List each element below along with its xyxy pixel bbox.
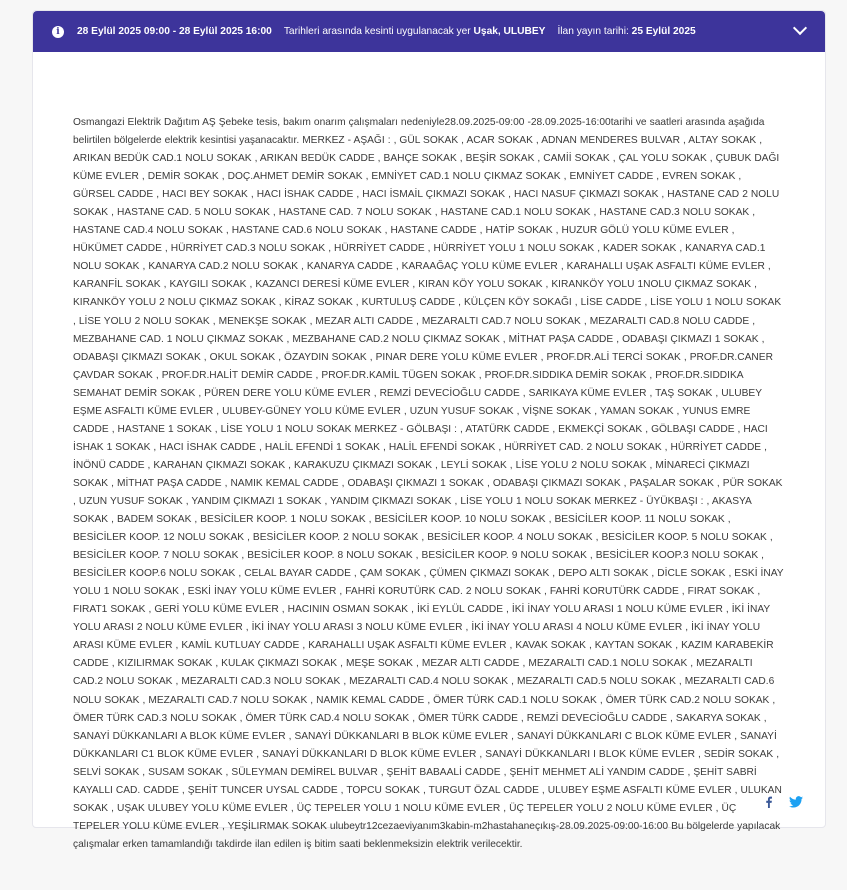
notice-body bbox=[33, 52, 825, 850]
notice-content: Osmangazi Elektrik Dağıtım AŞ Şebeke tesis, bakım onarım çalışmaları nedeniyle28.09.2025-09:00 -28.09.2025-16:00tarihi ve saatleri arasında aşağıda belirtilen bölgelerde elektrik kesintisi yaşanacaktır. MERKEZ - AŞAĞI : , GÜL SOKAK , ACAR SOKAK , ADNAN MENDERES BULVAR , ALTAY SOKAK , ARIKAN BEDÜK CAD.1 NOLU SOKAK , ARIKAN BEDÜK CADDE , BAHÇE SOKAK , BEŞİR SOKAK , CAMİİ SOKAK , ÇAL YOLU SOKAK , ÇUBUK DAĞI KÜME EVLER , DEMİR SOKAK , DOÇ.AHMET DEMİR SOKAK , EMNİYET CAD.1 NOLU ÇIKMAZ SOKAK , EMNİYET CADDE , EVREN SOKAK , GÜRSEL CADDE , HACI BEY SOKAK , HACI İSHAK CADDE , HACI İSMAİL ÇIKMAZI SOKAK , HACI NASUF ÇIKMAZI SOKAK , HASTANE CAD 2 NOLU SOKAK , HASTANE CAD. 5 NOLU SOKAK , HASTANE CAD. 7 NOLU SOKAK , HASTANE CAD.1 NOLU SOKAK , HASTANE CAD.3 NOLU SOKAK , HASTANE CAD.4 NOLU SOKAK , HASTANE CAD.6 NOLU SOKAK , HASTANE CADDE , HATİP SOKAK , HUZUR GÖLÜ YOLU KÜME EVLER , HÜKÜMET CADDE , HÜRRİYET CAD.3 NOLU SOKAK , HÜRRİYET CADDE , HÜRRİYET YOLU 1 NOLU SOKAK , KADER SOKAK , KANARYA CAD.1 NOLU SOKAK , KANARYA CAD.2 NOLU SOKAK , KANARYA CADDE , KARAAĞAÇ YOLU KÜME EVLER , KARAHALLI UŞAK ASFALTI KÜME EVLER , KARANFİL SOKAK , KAYGILI SOKAK , KAZANCI DERESİ KÜME EVLER , KIRAN KÖY YOLU SOKAK , KIRANKÖY YOLU 1NOLU ÇIKMAZ SOKAK , KIRANKÖY YOLU 2 NOLU ÇIKMAZ SOKAK , KİRAZ SOKAK , KURTULUŞ CADDE , KÜLÇEN KÖY SOKAĞI , LİSE CADDE , LİSE YOLU 1 NOLU SOKAK , LİSE YOLU 2 NOLU SOKAK , MENEKŞE SOKAK , MEZAR ALTI CADDE , MEZARALTI CAD.7 NOLU SOKAK , MEZARALTI CAD.8 NOLU CADDE , MEZBAHANE CAD. 1 NOLU ÇIKMAZ SOKAK , MEZBAHANE CAD.2 NOLU ÇIKMAZ SOKAK , MİTHAT PAŞA CADDE , ODABAŞI ÇIKMAZI 1 SOKAK , ODABAŞI ÇIKMAZI SOKAK , OKUL SOKAK , ÖZAYDIN SOKAK , PINAR DERE YOLU KÜME EVLER , PROF.DR.ALİ TERCİ SOKAK , PROF.DR.CANER ÇAVDAR SOKAK , PROF.DR.HALİT DEMİR CADDE , PROF.DR.KAMİL TÜGEN SOKAK , PROF.DR.SIDDIKA DEMİR SOKAK , PROF.DR.SIDDIKA SEMAHAT DEMİR SOKAK , PÜREN DERE YOLU KÜME EVLER , REMZİ DEVECİOĞLU CADDE , SARIKAYA KÜME EVLER , TAŞ SOKAK , ULUBEY EŞME ASFALTI KÜME EVLER , ULUBEY-GÜNEY YOLU KÜME EVLER , UZUN YUSUF SOKAK , VİŞNE SOKAK , YAMAN SOKAK , YUNUS EMRE CADDE , HASTANE 1 SOKAK , LİSE YOLU 1 NOLU SOKAK MERKEZ - GÖLBAŞI : , ATATÜRK CADDE , EKMEKÇİ SOKAK , GÖLBAŞI CADDE , HACI İSHAK 1 SOKAK , HACI İSHAK CADDE , HALİL EFENDİ 1 SOKAK , HALİL EFENDİ SOKAK , HÜRRİYET CAD. 2 NOLU SOKAK , HÜRRİYET CADDE , İNÖNÜ CADDE , KARAHAN ÇIKMAZI SOKAK , KARAKUZU ÇIKMAZI SOKAK , LEYLİ SOKAK , LİSE YOLU 2 NOLU SOKAK , MİNARECİ ÇIKMAZI SOKAK , MİTHAT PAŞA CADDE , NAMIK KEMAL CADDE , ODABAŞI ÇIKMAZI 1 SOKAK , ODABAŞI ÇIKMAZI SOKAK , PAŞALAR SOKAK , PÜR SOKAK , UZUN YUSUF SOKAK , YANDIM ÇIKMAZI 1 SOKAK , YANDIM ÇIKMAZI SOKAK , LİSE YOLU 1 NOLU SOKAK MERKEZ - ÜYÜKBAŞI : , AKASYA SOKAK , BADEM SOKAK , BESİCİLER KOOP. 1 NOLU SOKAK , BESİCİLER KOOP. 10 NOLU SOKAK , BESİCİLER KOOP. 11 NOLU SOKAK , BESİCİLER KOOP. 12 NOLU SOKAK , BESİCİLER KOOP. 2 NOLU SOKAK , BESİCİLER KOOP. 4 NOLU SOKAK , BESİCİLER KOOP. 5 NOLU SOKAK , BESİCİLER KOOP. 7 NOLU SOKAK , BESİCİLER KOOP. 8 NOLU SOKAK , BESİCİLER KOOP. 9 NOLU SOKAK , BESİCİLER KOOP.3 NOLU SOKAK , BESİCİLER KOOP.6 NOLU SOKAK , CELAL BAYAR CADDE , ÇAM SOKAK , ÇÜMEN ÇIKMAZI SOKAK , DEPO ALTI SOKAK , DİCLE SOKAK , ESKİ İNAY YOLU 1 NOLU SOKAK , ESKİ İNAY YOLU KÜME EVLER , FAHRİ KORUTÜRK CAD. 2 NOLU SOKAK , FAHRİ KORUTÜRK CADDE , FIRAT SOKAK , FIRAT1 SOKAK , GERİ YOLU KÜME EVLER , HACININ OSMAN SOKAK , İKİ EYLÜL CADDE , İKİ İNAY YOLU ARASI 1 NOLU KÜME EVLER , İKİ İNAY YOLU ARASI 2 NOLU KÜME EVLER , İKİ İNAY YOLU ARASI 3 NOLU KÜME EVLER , İKİ İNAY YOLU ARASI 4 NOLU KÜME EVLER , İKİ İNAY YOLU ARASI KÜME EVLER , KAMİL KUTLUAY CADDE , KARAHALLI UŞAK ASFALTI KÜME EVLER , KAVAK SOKAK , KAYTAN SOKAK , KAZIM KARABEKİR CADDE , KIZILIRMAK SOKAK , KULAK ÇIKMAZI SOKAK , MEŞE SOKAK , MEZAR ALTI CADDE , MEZARALTI CAD.1 NOLU SOKAK , MEZARALTI CAD.2 NOLU SOKAK , MEZARALTI CAD.3 NOLU SOKAK , MEZARALTI CAD.4 NOLU SOKAK , MEZARALTI CAD.5 NOLU SOKAK , MEZARALTI CAD.6 NOLU SOKAK , MEZARALTI CAD.7 NOLU SOKAK , NAMIK KEMAL CADDE , ÖMER TÜRK CAD.1 NOLU SOKAK , ÖMER TÜRK CAD.2 NOLU SOKAK , ÖMER TÜRK CAD.3 NOLU SOKAK , ÖMER TÜRK CAD.4 NOLU SOKAK , ÖMER TÜRK CADDE , REMZİ DEVECİOĞLU CADDE , SAKARYA SOKAK , SANAYİ DÜKKANLARI A BLOK KÜME EVLER , SANAYİ DÜKKANLARI B BLOK KÜME EVLER , SANAYİ DÜKKANLARI C BLOK KÜME EVLER , SANAYİ DÜKKANLARI C1 BLOK KÜME EVLER , SANAYİ DÜKKANLARI D BLOK KÜME EVLER , SANAYİ DÜKKANLARI I BLOK KÜME EVLER , SEDİR SOKAK , SELVİ SOKAK , SUSAM SOKAK , SÜLEYMAN DEMİREL BULVAR , ŞEHİT BABAALİ CADDE , ŞEHİT MEHMET ALİ YANDIM CADDE , ŞEHİT SABRİ KAYALLI CAD. CADDE , ŞEHİT TUNCER UYSAL CADDE , TOPCU SOKAK , TURGUT ÖZAL CADDE , ULUBEY EŞME ASFALTI KÜME EVLER , ULUKAN SOKAK , UŞAK ULUBEY YOLU KÜME EVLER , ÜÇ TEPELER YOLU 1 NOLU KÜME EVLER , ÜÇ TEPELER YOLU 2 NOLU KÜME EVLER , ÜÇ TEPELER YOLU KÜME EVLER , YEŞİLIRMAK SOKAK ulubeytr12cezaeviyanım3kabin-m2hastahaneçıkış-28.09.2025-09:00-16:00 Bu bölgelerde yapılacak çalışmalar erken tamamlandığı takdirde ilan edilen iş bitim saati beklenmeksizin elektrik verilecektir. bbox=[73, 117, 784, 850]
publish-line bbox=[557, 26, 695, 37]
location-prefix: Tarihleri arasında kesinti uygulanacak yer bbox=[283, 26, 471, 37]
chevron-down-icon[interactable] bbox=[793, 21, 807, 35]
publish-date: 25 Eylül 2025 bbox=[631, 26, 696, 37]
publish-prefix: İlan yayın tarihi: bbox=[557, 26, 629, 37]
notice-header[interactable] bbox=[33, 11, 825, 52]
location-line bbox=[284, 26, 546, 37]
facebook-icon[interactable] bbox=[765, 795, 773, 813]
outage-notice-card bbox=[32, 10, 826, 850]
share-buttons bbox=[765, 795, 803, 813]
twitter-icon[interactable] bbox=[789, 795, 803, 813]
info-icon: i bbox=[52, 26, 64, 38]
date-range: 28 Eylül 2025 09:00 - 28 Eylül 2025 16:00 bbox=[77, 26, 272, 37]
location: Uşak, ULUBEY bbox=[473, 26, 546, 37]
